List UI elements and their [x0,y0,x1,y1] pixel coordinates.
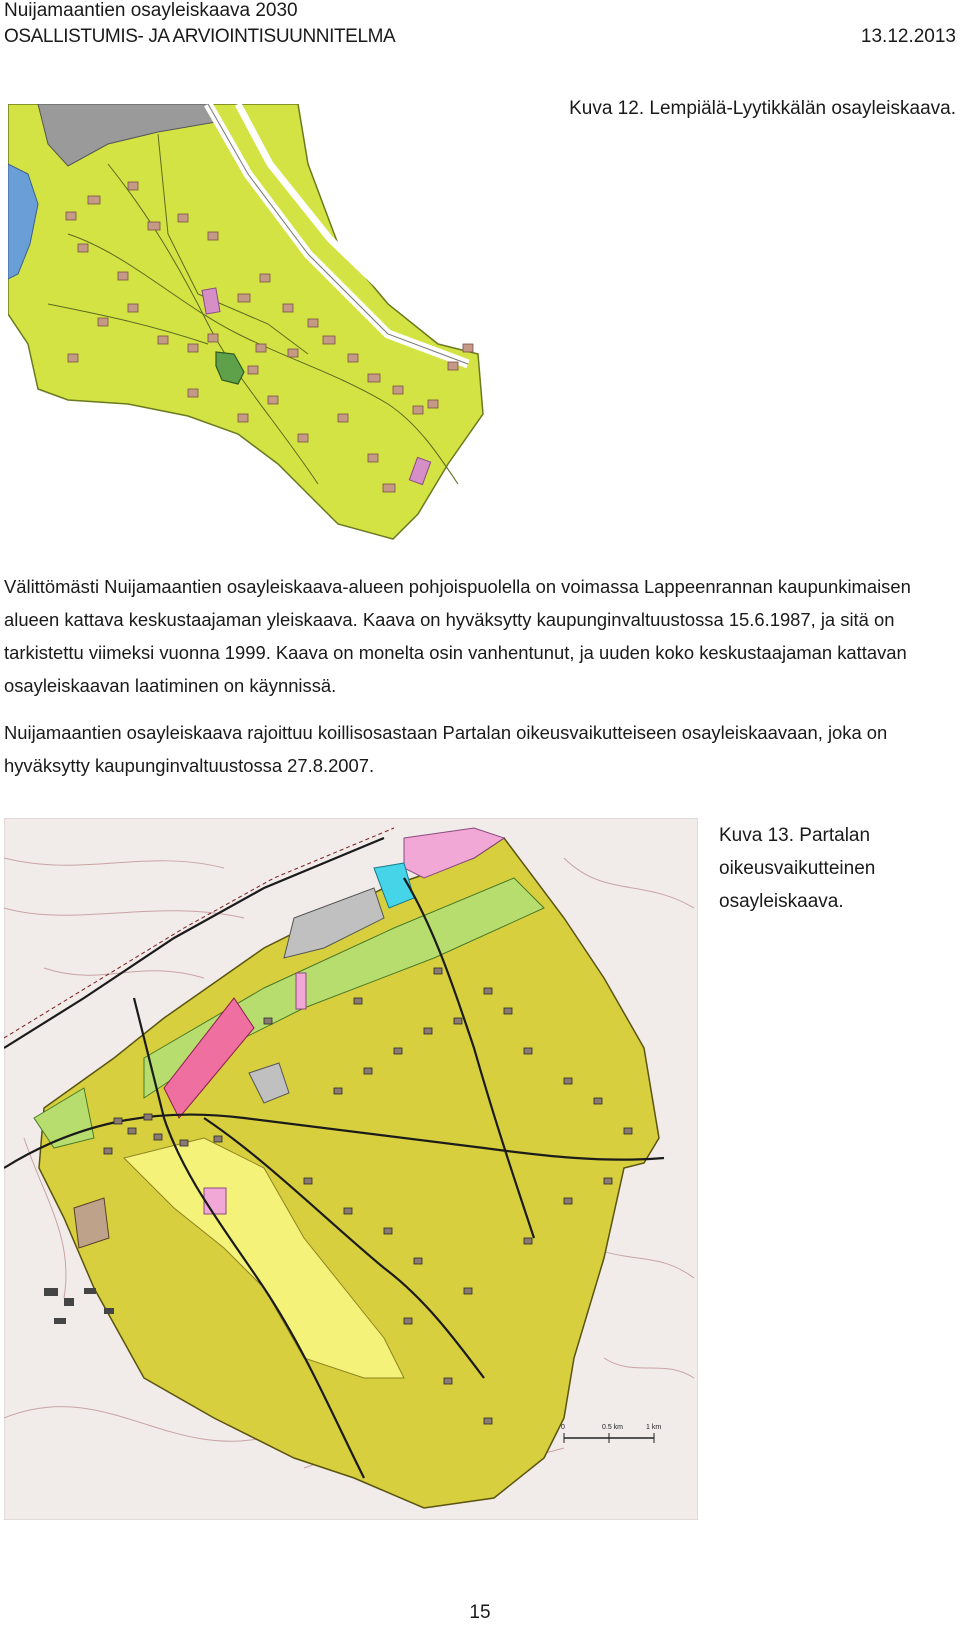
lempiala-map [8,104,488,544]
figure13-caption: Kuva 13. Partalan oikeusvaikutteinen osayleiskaava. [719,825,876,912]
scale-label-half: 0.5 km [602,1424,624,1431]
paragraph-1: Välittömästi Nuijamaantien osayleiskaava-alueen pohjoispuolella on voimassa Lappeenrannan kaupunkimaisen alueen kattava keskustaajaman yleiskaava. Kaava on hyväksytty kaupunginvaltuustossa 15.6.1987, ja sitä on tarkistettu viimeksi vuonna 1999. Kaava on monelta osin vanhentunut, ja uuden koko keskustaajaman kattavan osayleiskaavan laatiminen on käynnissä. [4,576,911,696]
header-title: Nuijamaantien osayleiskaava 2030 [4,0,298,21]
page-number: 15 [469,1602,491,1623]
scale-label-0: 0 [561,1424,565,1431]
partala-map [4,818,698,1520]
paragraph-2: Nuijamaantien osayleiskaava rajoittuu koillisosastaan Partalan oikeusvaikutteiseen osayleiskaavaan, joka on hyväksytty kaupunginvaltuustossa 27.8.2007. [4,722,888,776]
header-subtitle: OSALLISTUMIS- JA ARVIOINTISUUNNITELMA [4,26,396,47]
header-date: 13.12.2013 [860,26,956,47]
scale-label-1: 1 km [646,1424,662,1431]
figure12-caption: Kuva 12. Lempiälä-Lyytikkälän osayleiskaava. [569,98,956,119]
